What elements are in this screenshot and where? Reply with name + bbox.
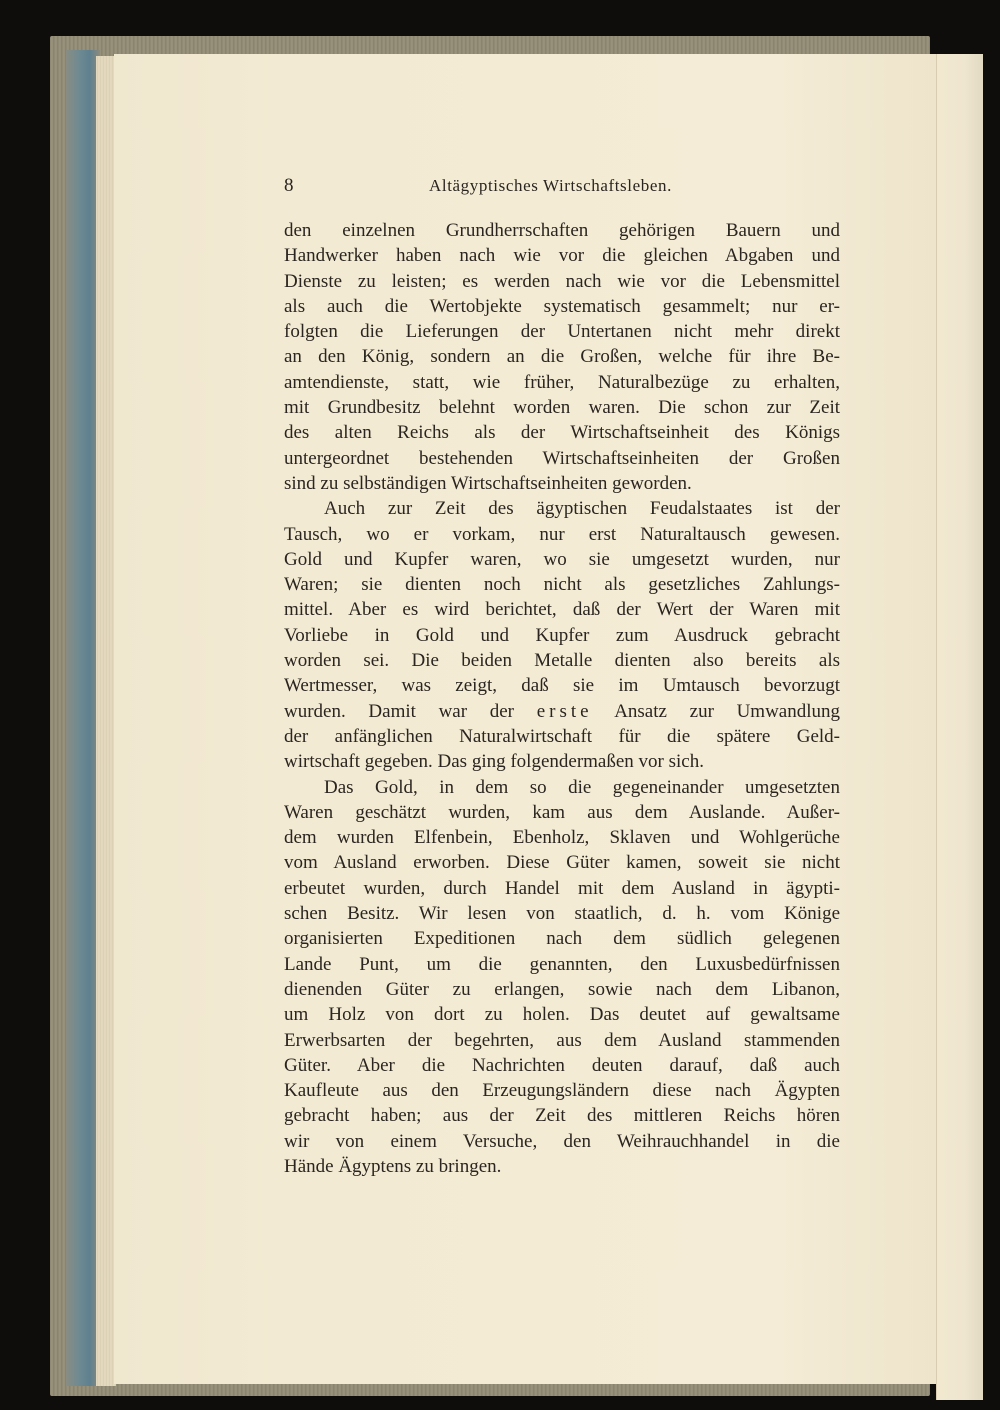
text-line: Lande Punt, um die genannten, den Luxusbedürfnissen (284, 953, 840, 975)
text-line: Erwerbsarten der begehrten, aus dem Ausland stammenden (284, 1029, 840, 1051)
text-segment: Ansatz zur Umwandlung (592, 700, 840, 722)
running-title: Altägyptisches Wirtschaftsleben. (429, 176, 672, 195)
text-line: folgten die Lieferungen der Untertanen nicht mehr direkt (284, 321, 840, 343)
text-line: organisierten Expeditionen nach dem südlich gelegenen (284, 928, 840, 950)
text-line: den einzelnen Grundherrschaften gehörigen Bauern und (284, 220, 840, 241)
text-line: sind zu selbständigen Wirtschaftseinheiten geworden. (284, 472, 692, 494)
text-line: Das Gold, in dem so die gegeneinander umgesetzten (324, 776, 840, 798)
text-line: Kaufleute aus den Erzeugungsländern diese nach Ägypten (284, 1080, 840, 1102)
text-line: mit Grundbesitz belehnt worden waren. Die schon zur Zeit (284, 397, 840, 419)
text-line: Waren geschätzt wurden, kam aus dem Auslande. Außer- (284, 801, 840, 823)
text-line: der anfänglichen Naturalwirtschaft für die spätere Geld- (284, 725, 840, 747)
text-line: Dienste zu leisten; es werden nach wie vor die Lebensmittel (284, 270, 840, 292)
text-segment: wurden. Damit war der (284, 700, 537, 722)
text-line: Auch zur Zeit des ägyptischen Feudalstaates ist der (324, 498, 840, 520)
text-line: schen Besitz. Wir lesen von staatlich, d. h. vom Könige (284, 903, 840, 925)
text-line: wir von einem Versuche, den Weihrauchhandel in die (284, 1130, 840, 1152)
page-stack (96, 56, 116, 1386)
text-line (284, 699, 840, 724)
text-line: erbeutet wurden, durch Handel mit dem Ausland in ägypti- (284, 877, 840, 899)
text-line: Handwerker haben nach wie vor die gleichen Abgaben und (284, 245, 840, 267)
text-line: worden sei. Die beiden Metalle dienten also bereits als (284, 650, 840, 672)
running-header (284, 175, 840, 199)
text-line: dem wurden Elfenbein, Ebenholz, Sklaven und Wohlgerüche (284, 827, 840, 849)
text-line: um Holz von dort zu holen. Das deutet auf gewaltsame (284, 1004, 840, 1026)
text-line: untergeordnet bestehenden Wirtschaftseinheiten der Großen (284, 447, 840, 469)
page-fore-edge (936, 54, 983, 1400)
text-line: Gold und Kupfer waren, wo sie umgesetzt wurden, nur (284, 548, 840, 570)
text-line: Waren; sie dienten noch nicht als gesetzliches Zahlungs- (284, 574, 840, 596)
text-line: vom Ausland erworben. Diese Güter kamen, soweit sie nicht (284, 852, 840, 874)
text-line: gebracht haben; aus der Zeit des mittleren Reichs hören (284, 1105, 840, 1127)
body-text (284, 218, 840, 1179)
spaced-emphasis: erste (536, 700, 593, 722)
text-line: wirtschaft gegeben. Das ging folgendermaßen vor sich. (284, 751, 704, 773)
text-line: als auch die Wertobjekte systematisch gesammelt; nur er- (284, 295, 840, 317)
text-line: an den König, sondern an die Großen, welche für ihre Be- (284, 346, 840, 368)
text-line: Tausch, wo er vorkam, nur erst Naturaltausch gewesen. (284, 523, 840, 545)
text-line: Wertmesser, was zeigt, daß sie im Umtausch bevorzugt (284, 675, 840, 697)
text-line: dienenden Güter zu erlangen, sowie nach dem Libanon, (284, 978, 840, 1000)
text-line: Vorliebe in Gold und Kupfer zum Ausdruck gebracht (284, 624, 840, 646)
text-line: Hände Ägyptens zu bringen. (284, 1155, 502, 1177)
text-line: des alten Reichs als der Wirtschaftseinheit des Königs (284, 422, 840, 444)
text-line: mittel. Aber es wird berichtet, daß der Wert der Waren mit (284, 599, 840, 621)
cover-edge (66, 50, 100, 1386)
text-line: Güter. Aber die Nachrichten deuten darauf, daß auch (284, 1054, 840, 1076)
page-number: 8 (284, 175, 294, 196)
text-line: amtendienste, statt, wie früher, Naturalbezüge zu erhalten, (284, 371, 840, 393)
